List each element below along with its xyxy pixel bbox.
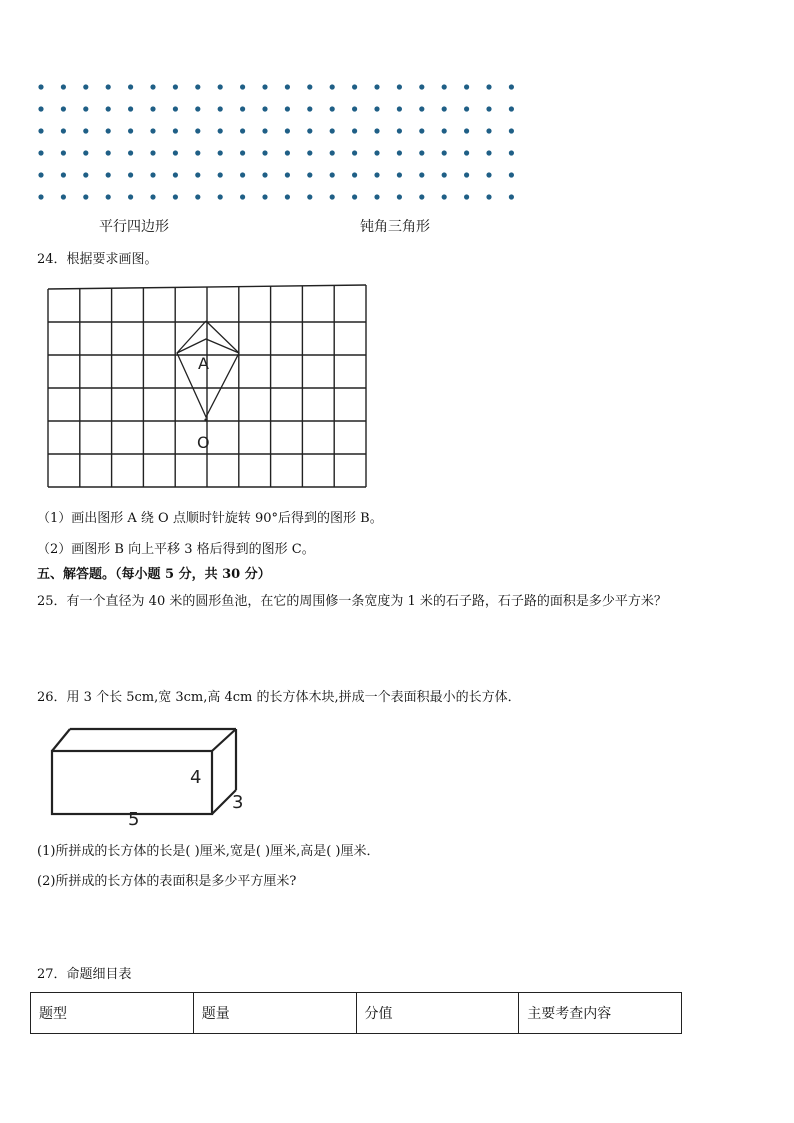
q24-square-grid bbox=[46, 281, 376, 491]
grid-dot bbox=[240, 84, 245, 89]
grid-dot bbox=[419, 150, 424, 155]
grid-dot bbox=[397, 84, 402, 89]
grid-dot bbox=[374, 128, 379, 133]
grid-dot bbox=[106, 194, 111, 199]
grid-dot bbox=[61, 84, 66, 89]
grid-dot bbox=[419, 194, 424, 199]
grid-dot bbox=[173, 84, 178, 89]
grid-dot bbox=[509, 106, 514, 111]
grid-dot bbox=[173, 194, 178, 199]
q24-title: 24．根据要求画图。 bbox=[37, 252, 158, 267]
grid-dot bbox=[486, 194, 491, 199]
grid-dot bbox=[150, 128, 155, 133]
grid-dot bbox=[106, 128, 111, 133]
grid-dot bbox=[128, 106, 133, 111]
grid-dot bbox=[128, 128, 133, 133]
cuboid-diagram bbox=[44, 724, 254, 830]
grid-dot bbox=[262, 194, 267, 199]
grid-dot bbox=[128, 84, 133, 89]
q26-part-1: (1)所拼成的长方体的长是( )厘米,宽是( )厘米,高是( )厘米． bbox=[37, 844, 380, 859]
grid-dot bbox=[486, 84, 491, 89]
grid-dot bbox=[442, 172, 447, 177]
grid-dot bbox=[397, 194, 402, 199]
grid-dot bbox=[509, 172, 514, 177]
q24-part-2: （2）画图形 B 向上平移 3 格后得到的图形 C。 bbox=[37, 542, 315, 557]
grid-dot bbox=[150, 194, 155, 199]
q26-part-2: (2)所拼成的长方体的表面积是多少平方厘米? bbox=[37, 874, 297, 889]
grid-dot bbox=[374, 84, 379, 89]
grid-dot bbox=[330, 172, 335, 177]
grid-dot bbox=[307, 84, 312, 89]
dot-grid bbox=[0, 0, 794, 210]
grid-dot bbox=[61, 150, 66, 155]
grid-dot bbox=[83, 106, 88, 111]
grid-dot bbox=[106, 150, 111, 155]
q26-text: 26．用 3 个长 5cm,宽 3cm,高 4cm 的长方体木块,拼成一个表面积最小的长方体． bbox=[37, 690, 521, 705]
grid-dot bbox=[464, 150, 469, 155]
grid-dot bbox=[150, 172, 155, 177]
grid-dot bbox=[486, 150, 491, 155]
grid-dot bbox=[509, 84, 514, 89]
grid-dot bbox=[464, 84, 469, 89]
grid-dot bbox=[218, 172, 223, 177]
grid-dot bbox=[486, 106, 491, 111]
grid-dot bbox=[128, 172, 133, 177]
grid-dot bbox=[285, 106, 290, 111]
grid-dot bbox=[128, 150, 133, 155]
grid-dot bbox=[240, 106, 245, 111]
grid-dot bbox=[464, 172, 469, 177]
grid-dot bbox=[397, 150, 402, 155]
grid-dot bbox=[83, 194, 88, 199]
grid-dot bbox=[509, 194, 514, 199]
section-heading: 五、解答题。（每小题 5 分，共 30 分） bbox=[37, 567, 271, 582]
grid-dot bbox=[38, 84, 43, 89]
grid-dot bbox=[106, 106, 111, 111]
grid-dot bbox=[419, 84, 424, 89]
detail-table bbox=[30, 992, 682, 1034]
header-cell-type: 题型 bbox=[31, 993, 194, 1034]
grid-dot bbox=[464, 194, 469, 199]
grid-dot bbox=[128, 194, 133, 199]
grid-dot bbox=[83, 150, 88, 155]
grid-dot bbox=[352, 84, 357, 89]
grid-dot bbox=[150, 150, 155, 155]
grid-dot bbox=[442, 150, 447, 155]
grid-dot bbox=[83, 84, 88, 89]
grid-dot bbox=[486, 172, 491, 177]
grid-dot bbox=[150, 106, 155, 111]
grid-dot bbox=[61, 194, 66, 199]
grid-dot bbox=[173, 172, 178, 177]
grid-dot bbox=[442, 84, 447, 89]
grid-dot bbox=[173, 128, 178, 133]
grid-dot bbox=[285, 172, 290, 177]
grid-dot bbox=[307, 194, 312, 199]
grid-dot bbox=[330, 106, 335, 111]
grid-dot bbox=[464, 106, 469, 111]
grid-dot bbox=[397, 172, 402, 177]
grid-dot bbox=[150, 84, 155, 89]
grid-dot bbox=[240, 128, 245, 133]
grid-dot bbox=[397, 128, 402, 133]
grid-dot bbox=[352, 128, 357, 133]
grid-dot bbox=[195, 172, 200, 177]
grid-dot bbox=[464, 128, 469, 133]
grid-dot bbox=[262, 172, 267, 177]
grid-dot bbox=[38, 194, 43, 199]
grid-dot bbox=[442, 128, 447, 133]
grid-dot bbox=[195, 150, 200, 155]
grid-dot bbox=[262, 84, 267, 89]
grid-dot bbox=[38, 106, 43, 111]
grid-dot bbox=[195, 194, 200, 199]
grid-dot bbox=[173, 150, 178, 155]
grid-dot bbox=[419, 106, 424, 111]
grid-dot bbox=[307, 150, 312, 155]
header-cell-count: 题量 bbox=[193, 993, 356, 1034]
grid-dot bbox=[374, 150, 379, 155]
grid-dot bbox=[218, 106, 223, 111]
grid-dot bbox=[442, 106, 447, 111]
grid-dot bbox=[173, 106, 178, 111]
grid-dot bbox=[352, 150, 357, 155]
grid-dot bbox=[83, 172, 88, 177]
grid-dot bbox=[330, 194, 335, 199]
header-cell-content: 主要考查内容 bbox=[519, 993, 682, 1034]
q24-part-1: （1）画出图形 A 绕 O 点顺时针旋转 90°后得到的图形 B。 bbox=[37, 511, 383, 526]
grid-dot bbox=[307, 172, 312, 177]
label-height: 4 bbox=[190, 767, 202, 788]
grid-dot bbox=[262, 128, 267, 133]
grid-dot bbox=[106, 172, 111, 177]
grid-dot bbox=[61, 106, 66, 111]
label-length: 5 bbox=[128, 809, 140, 830]
grid-dot bbox=[374, 172, 379, 177]
grid-dot bbox=[106, 84, 111, 89]
grid-dot bbox=[195, 84, 200, 89]
grid-dot bbox=[374, 194, 379, 199]
grid-dot bbox=[307, 128, 312, 133]
grid-dot bbox=[61, 172, 66, 177]
grid-dot bbox=[285, 150, 290, 155]
grid-dot bbox=[352, 194, 357, 199]
q25-text: 25．有一个直径为 40 米的圆形鱼池，在它的周围修一条宽度为 1 米的石子路，石子路的面积是多少平方米？ bbox=[37, 594, 667, 609]
grid-dot bbox=[330, 128, 335, 133]
grid-dot bbox=[83, 128, 88, 133]
grid-dot bbox=[240, 194, 245, 199]
grid-dot bbox=[38, 128, 43, 133]
label-o: O bbox=[197, 433, 210, 452]
caption-parallelogram: 平行四边形 bbox=[99, 219, 169, 235]
grid-dot bbox=[262, 150, 267, 155]
grid-dot bbox=[218, 84, 223, 89]
grid-dot bbox=[240, 172, 245, 177]
grid-dot bbox=[419, 172, 424, 177]
grid-dot bbox=[307, 106, 312, 111]
grid-dot bbox=[509, 128, 514, 133]
grid-dot bbox=[442, 194, 447, 199]
grid-dot bbox=[262, 106, 267, 111]
q27-title: 27．命题细目表 bbox=[37, 967, 132, 982]
grid-dot bbox=[419, 128, 424, 133]
grid-dot bbox=[38, 172, 43, 177]
table-row bbox=[31, 993, 682, 1034]
label-a: A bbox=[198, 354, 209, 373]
grid-dot bbox=[38, 150, 43, 155]
grid-dot bbox=[352, 106, 357, 111]
grid-dot bbox=[240, 150, 245, 155]
label-width: 3 bbox=[232, 792, 244, 813]
grid-dot bbox=[218, 150, 223, 155]
grid-dot bbox=[352, 172, 357, 177]
grid-dot bbox=[374, 106, 379, 111]
grid-dot bbox=[195, 106, 200, 111]
grid-dot bbox=[218, 128, 223, 133]
grid-dot bbox=[195, 128, 200, 133]
header-cell-score: 分值 bbox=[356, 993, 519, 1034]
grid-dot bbox=[285, 128, 290, 133]
grid-dot bbox=[397, 106, 402, 111]
grid-dot bbox=[218, 194, 223, 199]
grid-dot bbox=[509, 150, 514, 155]
grid-dot bbox=[330, 84, 335, 89]
grid-dot bbox=[61, 128, 66, 133]
point-o bbox=[204, 418, 207, 421]
grid-dot bbox=[330, 150, 335, 155]
grid-dot bbox=[285, 84, 290, 89]
grid-dot bbox=[285, 194, 290, 199]
grid-dot bbox=[486, 128, 491, 133]
caption-obtuse-triangle: 钝角三角形 bbox=[360, 219, 430, 235]
